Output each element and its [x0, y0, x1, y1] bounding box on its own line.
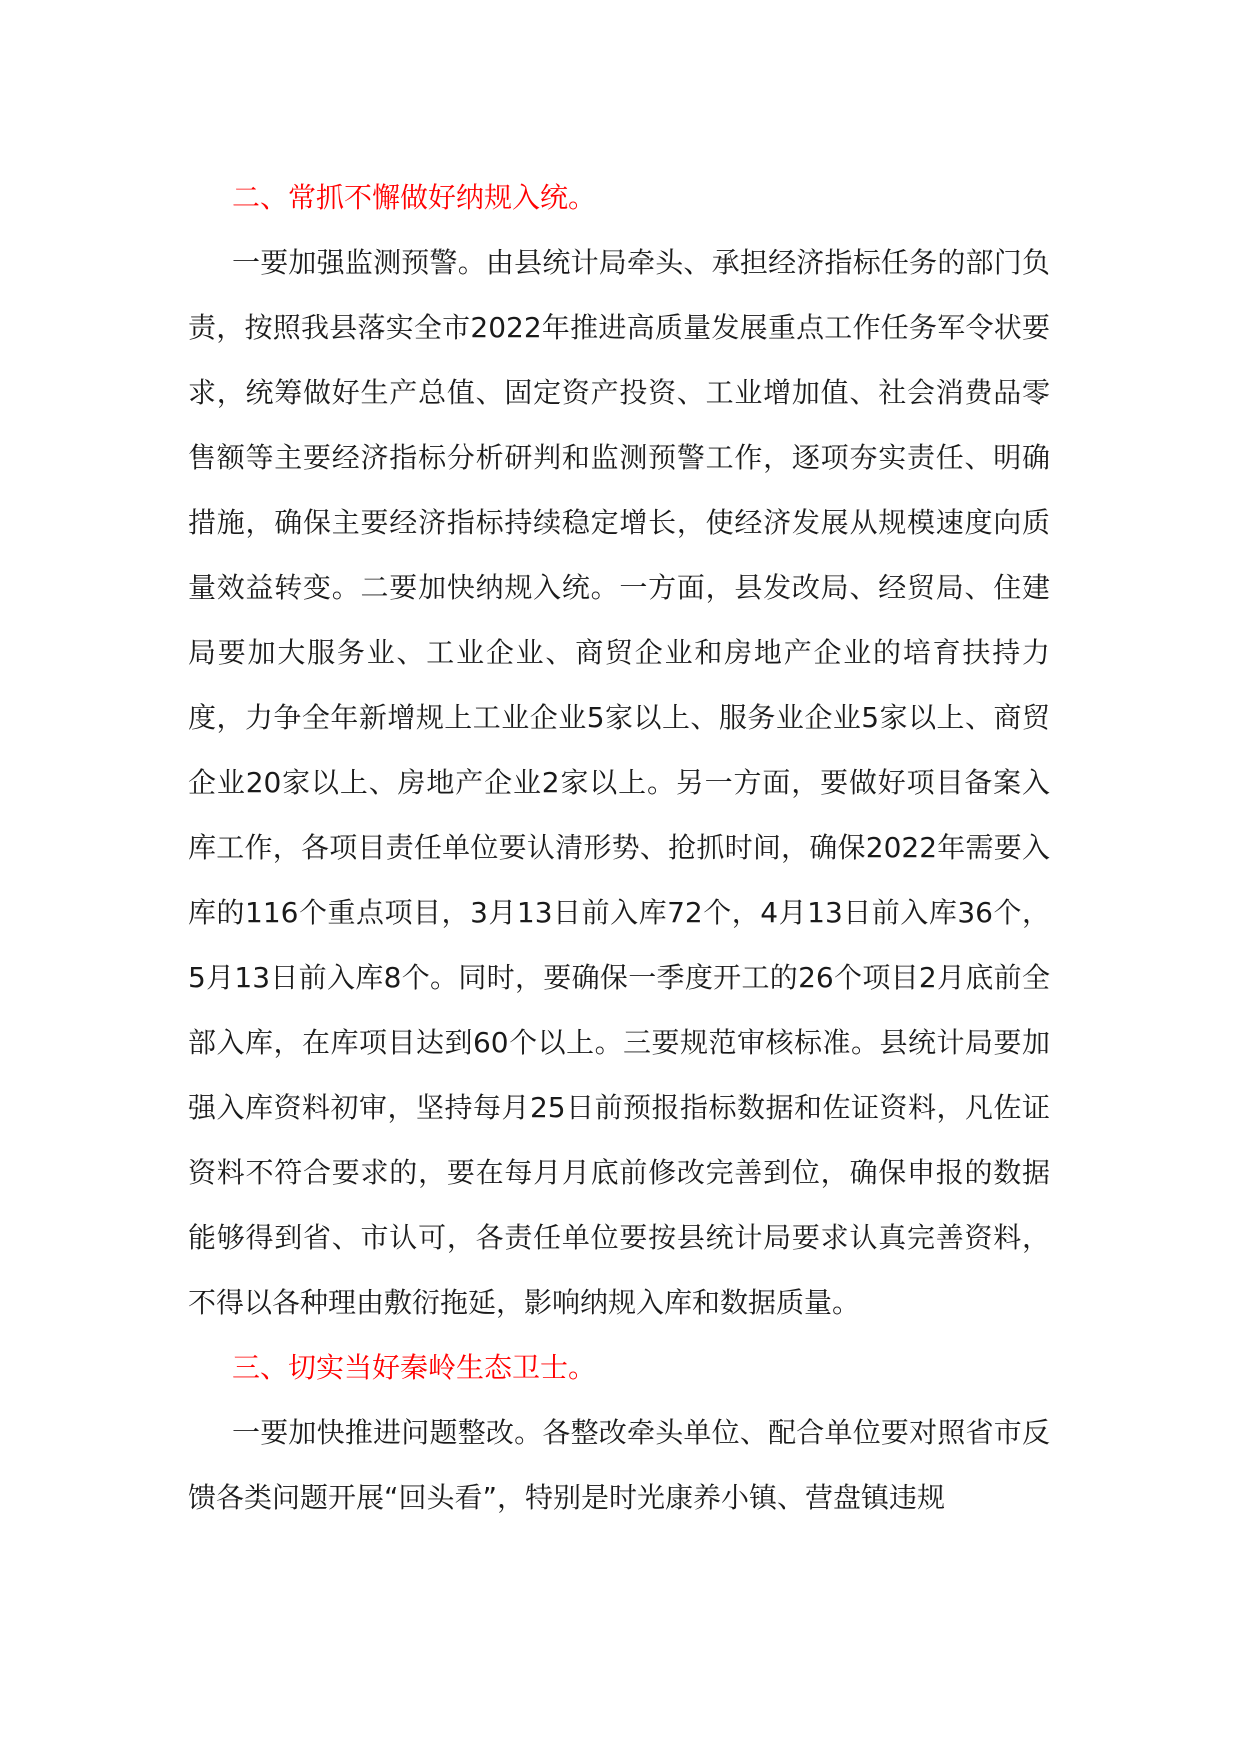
section-paragraph-3: 一要加快推进问题整改。各整改牵头单位、配合单位要对照省市反馈各类问题开展“回头看”，特别是时光康养小镇、营盘镇违规: [188, 1416, 1050, 1514]
document-body: [188, 165, 1050, 1530]
section-paragraph-2: 一要加强监测预警。由县统计局牵头、承担经济指标任务的部门负责，按照我县落实全市2022年推进高质量发展重点工作任务军令状要求，统筹做好生产总值、固定资产投资、工业增加值、社会消费品零售额等主要经济指标分析研判和监测预警工作，逐项夯实责任、明确措施，确保主要经济指标持续稳定增长，使经济发展从规模速度向质量效益转变。二要加快纳规入统。一方面，县发改局、经贸局、住建局要加大服务业、工业企业、商贸企业和房地产企业的培育扶持力度，力争全年新增规上工业企业5家以上、服务业企业5家以上、商贸企业20家以上、房地产企业2家以上。另一方面，要做好项目备案入库工作，各项目责任单位要认清形势、抢抓时间，确保2022年需要入库的116个重点项目，3月13日前入库72个，4月13日前入库36个，5月13日前入库8个。同时，要确保一季度开工的26个项目2月底前全部入库，在库项目达到60个以上。三要规范审核标准。县统计局要加强入库资料初审，坚持每月25日前预报指标数据和佐证资料，凡佐证资料不符合要求的，要在每月月底前修改完善到位，确保申报的数据能够得到省、市认可，各责任单位要按县统计局要求认真完善资料，不得以各种理由敷衍拖延，影响纳规入库和数据质量。: [188, 246, 1050, 1319]
section-heading-2: 二、常抓不懈做好纳规入统。: [232, 181, 597, 214]
section-heading-3: 三、切实当好秦岭生态卫士。: [232, 1351, 597, 1384]
